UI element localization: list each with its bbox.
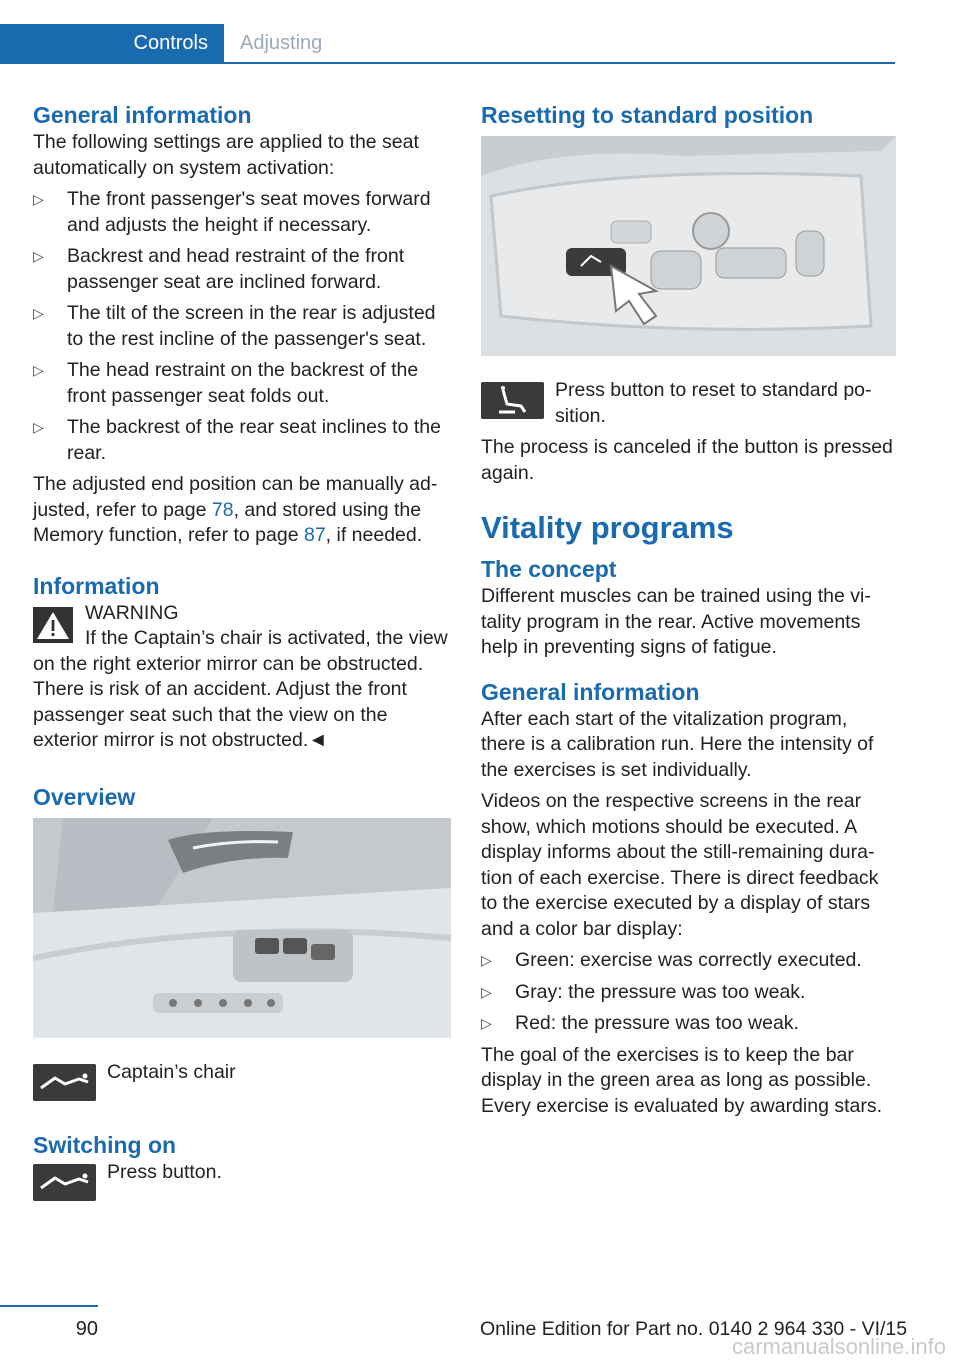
- triangle-bullet-icon: ▷: [33, 305, 44, 321]
- switching-on-row: [33, 1160, 451, 1202]
- warning-triangle-icon: [33, 607, 73, 643]
- switching-on-text: Press button.: [107, 1160, 222, 1183]
- left-column: [33, 100, 451, 1202]
- color-bar-list: [481, 948, 896, 1037]
- general-information-heading: General information: [33, 102, 252, 128]
- list-item: ▷ Gray: the pressure was too weak.: [481, 980, 896, 1006]
- page-number: 90: [75, 1318, 98, 1340]
- reset-row: [481, 378, 896, 429]
- footer-rule: [0, 1305, 98, 1307]
- settings-list: [33, 187, 451, 466]
- triangle-bullet-icon: ▷: [33, 248, 44, 264]
- warning-block: [33, 601, 451, 754]
- tab-adjusting[interactable]: Adjusting: [240, 32, 323, 54]
- seat-controls-photo: [481, 136, 896, 356]
- list-item: ▷ Red: the pressure was too weak.: [481, 1011, 896, 1037]
- list-item: ▷ The front passenger's seat moves forward and adjusts the height if necessary.: [33, 188, 431, 236]
- list-item: ▷ The tilt of the screen in the rear is adjusted to the rest incline of the passenger's seat.: [33, 302, 436, 350]
- warning-text: If the Captain’s chair is activated, the view on the right exterior mirror can be obstructed. There is risk of an accident. Adjust the front passenger seat such that the view on the exterior mirror is not obstructed.◄: [33, 627, 448, 751]
- triangle-bullet-icon: ▷: [481, 983, 492, 1000]
- vitality-general-text1: After each start of the vitalization program, there is a calibration run. Here the intensity of the exercises is set individually.: [481, 707, 874, 781]
- reset-note: The process is canceled if the button is pressed again.: [481, 436, 893, 484]
- vitality-closing: The goal of the exercises is to keep the bar display in the green area as long as possible. Every exercise is evaluated by awarding stars.: [481, 1043, 883, 1117]
- triangle-bullet-icon: ▷: [33, 419, 44, 435]
- reset-heading: Resetting to standard position: [481, 102, 814, 128]
- captains-chair-row: [33, 1060, 451, 1102]
- list-item: ▷ The head restraint on the backrest of the front passenger seat folds out.: [33, 359, 419, 407]
- switching-on-heading: Switching on: [33, 1131, 177, 1158]
- list-item: ▷ Backrest and head restraint of the front passenger seat are inclined forward.: [33, 245, 405, 293]
- reset-caption: Press button to reset to standard position.: [555, 379, 872, 427]
- header-tabbar: [0, 24, 895, 64]
- vitality-general-heading: General information: [481, 678, 700, 705]
- door-panel-photo: [33, 818, 451, 1038]
- watermark: carmanualsonline.info: [731, 1334, 946, 1359]
- edition-text: Online Edition for Part no. 0140 2 964 330 - VI/15: [480, 1318, 908, 1340]
- captains-chair-caption: Captain’s chair: [107, 1060, 236, 1083]
- end-position-text: The adjusted end position can be manually adjusted, refer to page 78, and stored using the Memory function, refer to page 87, if needed.: [33, 473, 438, 546]
- list-item: ▷ Green: exercise was correctly executed.: [481, 948, 896, 974]
- page-ref-87[interactable]: 87: [303, 524, 326, 546]
- warning-label: WARNING: [85, 601, 179, 624]
- triangle-bullet-icon: ▷: [481, 1015, 492, 1031]
- general-intro: The following settings are applied to the seat automatically on system activation:: [33, 131, 419, 179]
- tab-controls[interactable]: Controls: [0, 24, 224, 62]
- concept-heading: The concept: [481, 556, 617, 582]
- seat-reset-button-icon: [481, 382, 544, 419]
- right-column: [481, 100, 896, 1119]
- information-heading: Information: [33, 572, 160, 599]
- vitality-programs-heading: Vitality programs: [481, 510, 734, 545]
- vitality-general-text2: Videos on the respective screens in the rear show, which motions should be executed. A display informs about the still-remaining duration of each exercise. There is direct feedback to the exercise executed by a display of stars and a color bar display:: [481, 790, 879, 940]
- concept-text: Different muscles can be trained using the vitality program in the rear. Active movements help in preventing signs of fatigue.: [481, 585, 871, 658]
- triangle-bullet-icon: ▷: [33, 191, 44, 207]
- captains-chair-button-icon: [33, 1164, 96, 1201]
- page-ref-78[interactable]: 78: [211, 498, 234, 521]
- triangle-bullet-icon: ▷: [33, 362, 44, 378]
- overview-heading: Overview: [33, 783, 136, 810]
- captains-chair-button-icon: [33, 1064, 96, 1101]
- triangle-bullet-icon: ▷: [481, 952, 492, 968]
- list-item: ▷ The backrest of the rear seat inclines to the rear.: [33, 416, 441, 464]
